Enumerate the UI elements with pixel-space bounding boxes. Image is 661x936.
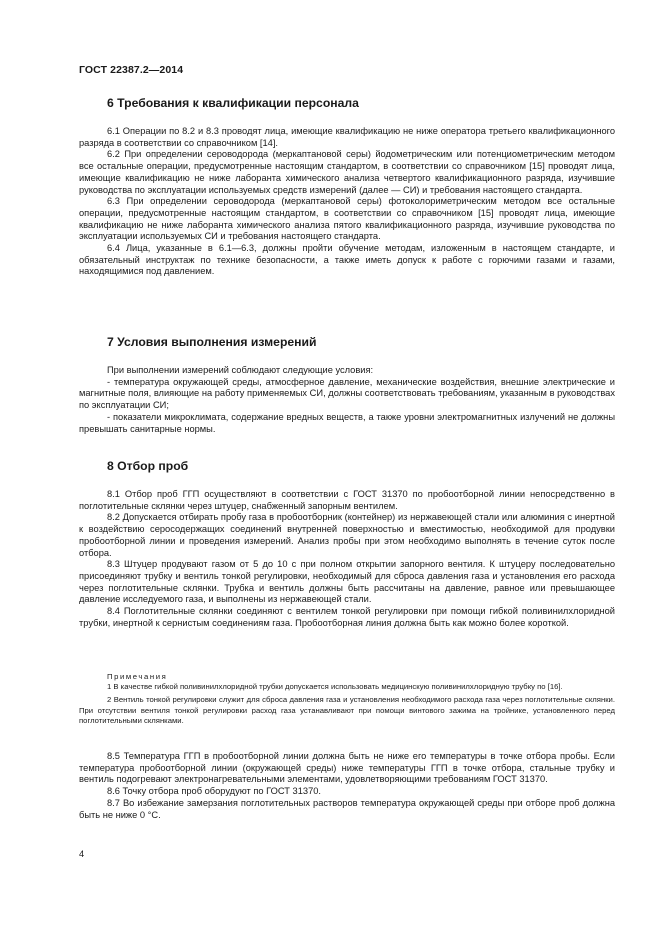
section-8-title: 8 Отбор проб: [107, 459, 189, 473]
paragraph-6-4: 6.4 Лица, указанные в 6.1—6.3, должны пройти обучение методам, изложенным в настоящем стандарте, и обязательный инструктаж по технике безопасности, а также иметь допуск к работе с горючими газами и газами, находящимися под давлением.: [79, 243, 615, 277]
paragraph-8-4: 8.4 Поглотительные склянки соединяют с вентилем тонкой регулировки при помощи гибкой поливинилхлоридной трубки, инертной к сернистым соединениям газа. Пробоотборная линия должна быть как можно более короткой.: [79, 606, 615, 628]
section-7-title: 7 Условия выполнения измерений: [107, 335, 317, 349]
condition-item: - температура окружающей среды, атмосферное давление, механические воздействия, внешние электрические и магнитные поля, влияющие на работу применяемых СИ, должны соответствовать требованиям, указанным в руководствах по эксплуатации СИ;: [79, 376, 615, 411]
paragraph-8-5: 8.5 Температура ГГП в пробоотборной линии должна быть не ниже его температуры в точке отбора пробы. Если температура пробоотборной линии (окружающей среды) ниже температуры ГГП в точке отбора, стальные трубку и вентиль подогревают электронагревательными элементами, удовлетворяющими требованиям ГОСТ 31370.: [79, 751, 615, 785]
paragraph-8-1: 8.1 Отбор проб ГГП осуществляют в соответствии с ГОСТ 31370 по пробоотборной линии непосредственно в поглотительные склянки через штуцер, снабженный запорным вентилем.: [79, 489, 615, 511]
paragraph-8-2: 8.2 Допускается отбирать пробу газа в пробоотборник (контейнер) из нержавеющей стали или алюминия с инертной к воздействию серосодержащих соединений внутренней поверхностью и вместимостью, необходимой для продувки пробоотборной линии и проведения измерений. Анализ пробы при этом необходимо выполнять в течение суток после отбора.: [79, 512, 615, 558]
note-2: 2 Вентиль тонкой регулировки служит для сброса давления газа и установления необходимого расхода газа через поглотительные склянки. При отсутствии вентиля тонкой регулировки расход газа устанавливают при помощи винтового зажима на тройнике, установленного перед поглотительными склянками.: [79, 695, 615, 725]
paragraph-8-6: 8.6 Точку отбора проб оборудуют по ГОСТ 31370.: [107, 786, 321, 797]
paragraph-8-7: 8.7 Во избежание замерзания поглотительных растворов температура окружающей среды при отборе проб должна быть не ниже 0 °С.: [79, 797, 615, 820]
notes-label: Примечания: [107, 672, 168, 681]
section-8-body: [79, 489, 615, 629]
paragraph-6-2: 6.2 При определении сероводорода (меркаптановой серы) йодометрическим или потенциометрическим методом все остальные операции, предусмотренные настоящим стандартом, в соответствии со справочником [15] проводят лица, имеющие квалификацию не ниже лаборанта химического анализа четвертого квалификационного разряда, изучившие руководства по эксплуатации используемых средств измерений (далее — СИ) и требования настоящего стандарта.: [79, 149, 615, 195]
paragraph-8-3: 8.3 Штуцер продувают газом от 5 до 10 с при полном открытии запорного вентиля. К штуцеру последовательно присоединяют трубку и вентиль тонкой регулировки, необходимый для сброса давления газа и установления его расхода через поглотительные склянки. Трубка и вентиль должны быть рассчитаны на давление, равное или превышающее давление исследуемого газа, и выполнены из нержавеющей стали.: [79, 559, 615, 605]
section-6-body: [79, 126, 615, 278]
section-8-body-continued: [79, 751, 615, 821]
section-7-intro: При выполнении измерений соблюдают следующие условия:: [107, 365, 374, 375]
note-1: 1 В качестве гибкой поливинилхлоридной трубки допускается использовать медицинскую поливинилхлоридную трубку по [16].: [107, 682, 563, 691]
section-7-body: [79, 365, 615, 435]
section-6-title: 6 Требования к квалификации персонала: [107, 96, 359, 110]
paragraph-6-1: 6.1 Операции по 8.2 и 8.3 проводят лица, имеющие квалификацию не ниже оператора третьего квалификационного разряда в соответствии со справочником [14].: [79, 126, 615, 148]
paragraph-6-3: 6.3 При определении сероводорода (меркаптановой серы) фотоколориметрическим методом все остальные операции, предусмотренные настоящим стандартом, в соответствии со справочником [15] проводят лица, имеющие квалификацию не ниже лаборанта химического анализа пятого квалификационного разряда, изучившие руководства по эксплуатации используемых СИ и требования настоящего стандарта.: [79, 196, 615, 242]
page-number: 4: [79, 849, 85, 859]
notes-block: [79, 672, 615, 729]
condition-item: - показатели микроклимата, содержание вредных веществ, а также уровни электромагнитных излучений не должны превышать санитарные нормы.: [79, 411, 615, 434]
document-header: ГОСТ 22387.2—2014: [79, 64, 184, 76]
